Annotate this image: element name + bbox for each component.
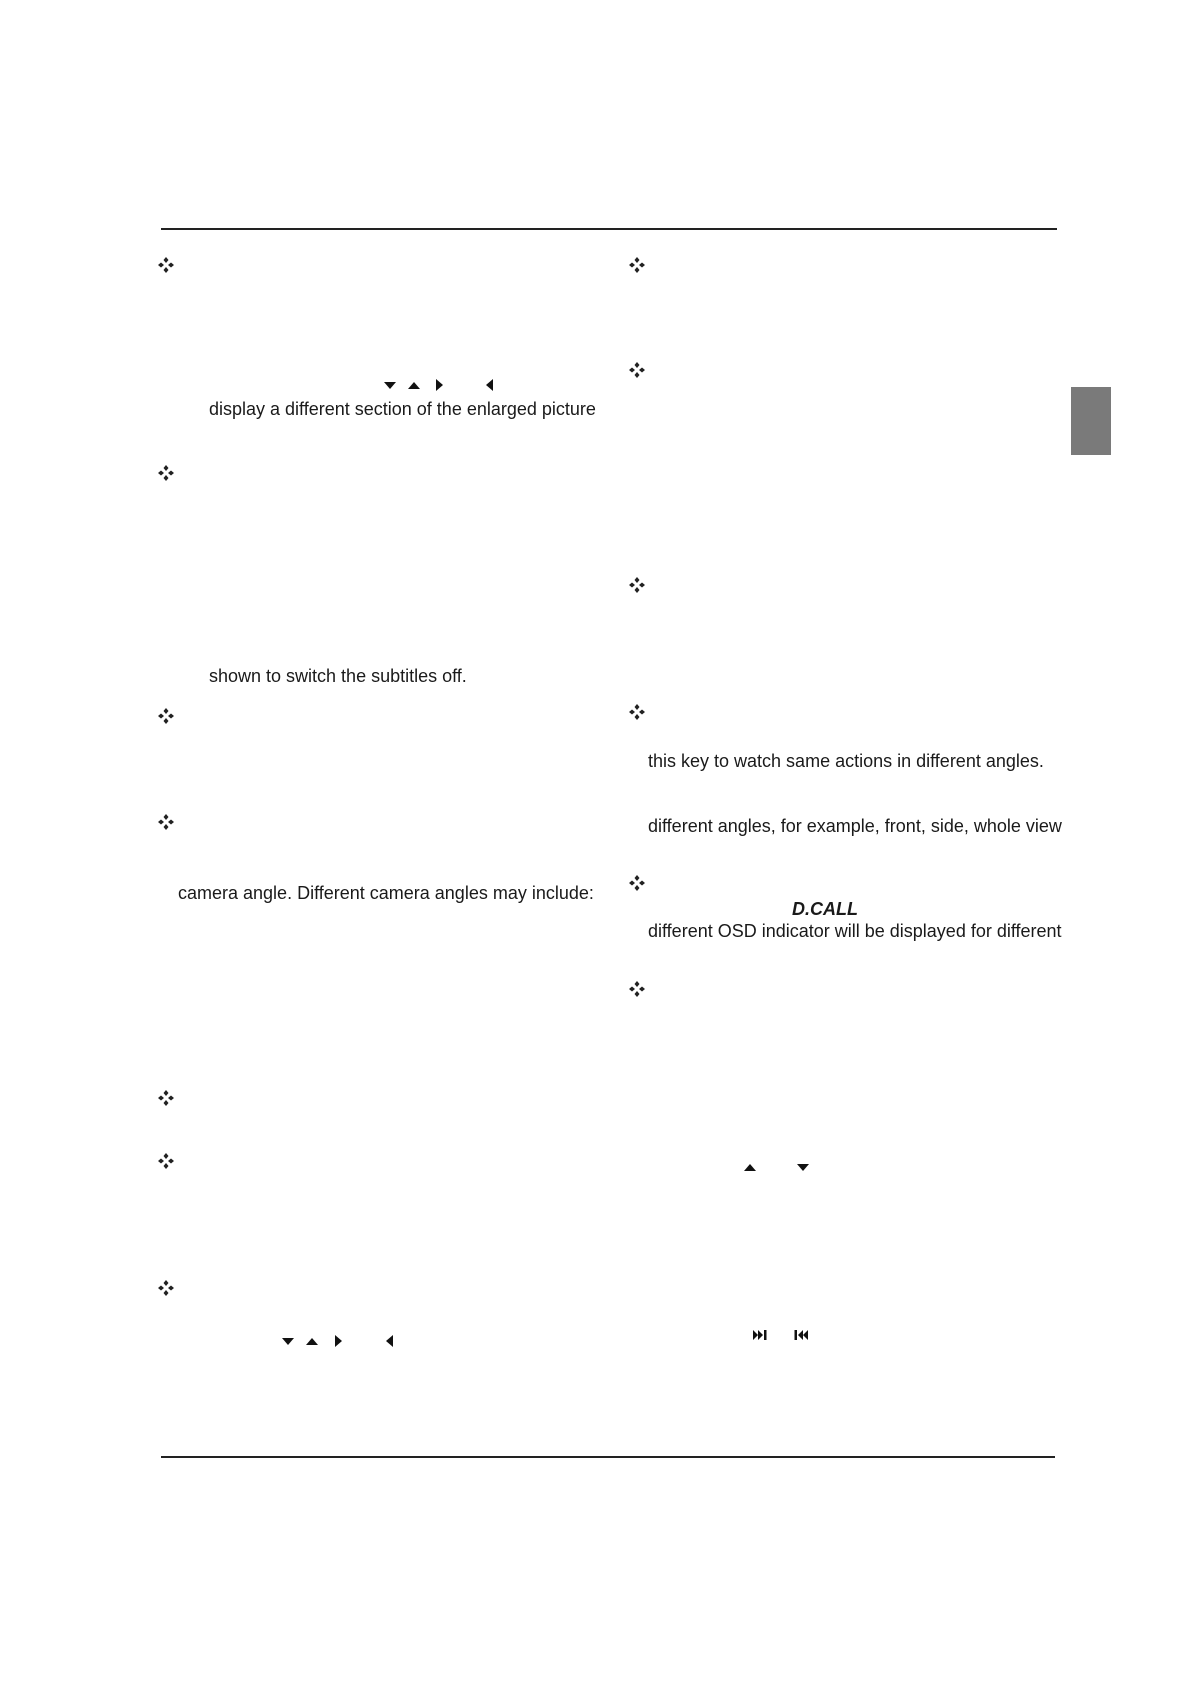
arrow-up-icon bbox=[743, 1160, 757, 1174]
arrow-up-icon bbox=[407, 378, 421, 392]
body-line: display a different section of the enlarged picture bbox=[209, 399, 596, 419]
body-line: shown to switch the subtitles off. bbox=[209, 666, 467, 686]
body-line: camera angle. Different camera angles may include: bbox=[178, 883, 594, 903]
body-line: different OSD indicator will be displayed for different bbox=[648, 921, 1062, 941]
four-diamond-bullet-icon bbox=[629, 362, 645, 378]
footer-rule bbox=[161, 1456, 1055, 1458]
arrow-right-icon bbox=[432, 378, 446, 392]
arrow-right-icon bbox=[331, 1334, 345, 1348]
arrow-left-icon bbox=[483, 378, 497, 392]
body-line: this key to watch same actions in different angles. bbox=[648, 751, 1044, 771]
four-diamond-bullet-icon bbox=[158, 708, 174, 724]
skip-previous-icon bbox=[793, 1328, 809, 1342]
arrow-down-icon bbox=[281, 1334, 295, 1348]
four-diamond-bullet-icon bbox=[629, 257, 645, 273]
four-diamond-bullet-icon bbox=[629, 704, 645, 720]
four-diamond-bullet-icon bbox=[158, 1153, 174, 1169]
four-diamond-bullet-icon bbox=[158, 1280, 174, 1296]
header-rule bbox=[161, 228, 1057, 230]
four-diamond-bullet-icon bbox=[158, 465, 174, 481]
four-diamond-bullet-icon bbox=[629, 981, 645, 997]
arrow-up-icon bbox=[305, 1334, 319, 1348]
arrow-down-icon bbox=[796, 1160, 810, 1174]
body-line: different angles, for example, front, side, whole view bbox=[648, 816, 1062, 836]
section-tab-marker bbox=[1071, 387, 1111, 455]
arrow-down-icon bbox=[383, 378, 397, 392]
four-diamond-bullet-icon bbox=[158, 1090, 174, 1106]
arrow-left-icon bbox=[383, 1334, 397, 1348]
skip-next-icon bbox=[752, 1328, 768, 1342]
dcall-key-label: D.CALL bbox=[792, 899, 858, 919]
four-diamond-bullet-icon bbox=[158, 257, 174, 273]
four-diamond-bullet-icon bbox=[629, 875, 645, 891]
four-diamond-bullet-icon bbox=[629, 577, 645, 593]
four-diamond-bullet-icon bbox=[158, 814, 174, 830]
